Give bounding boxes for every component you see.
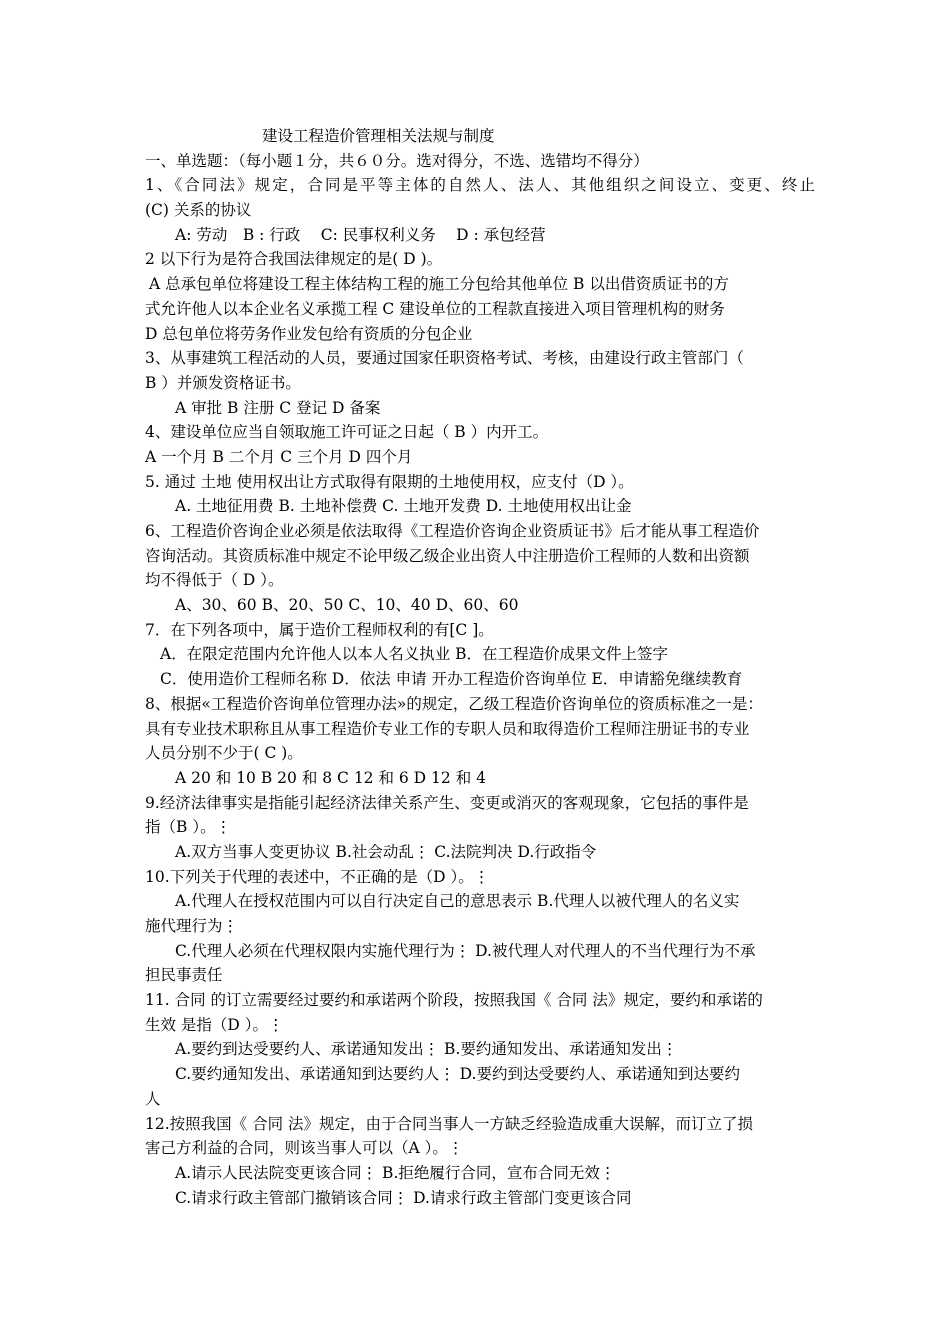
question-8-line-2: 具有专业技术职称且从事工程造价专业工作的专职人员和取得造价工程师注册证书的专业 <box>145 719 750 738</box>
document-title: 建设工程造价管理相关法规与制度 <box>262 127 495 145</box>
question-2-options-line-3: D 总包单位将劳务作业发包给有资质的分包企业 <box>145 324 473 343</box>
question-10-options-line-2: 施代理行为⋮ <box>145 917 239 935</box>
question-10-stem: 10.下列关于代理的表述中，不正确的是（D ）。⋮ <box>145 867 490 886</box>
question-8-line-3: 人员分别不少于( C )。 <box>145 744 303 763</box>
question-2-options-line-1: A 总承包单位将建设工程主体结构工程的施工分包给其他单位 B 以出借资质证书的方 <box>149 275 729 294</box>
document-body <box>145 124 815 1210</box>
question-7-stem: 7．在下列各项中，属于造价工程师权利的有[C ]。 <box>145 620 494 639</box>
question-12-options-line-1: A.请示人民法院变更该合同⋮ B.拒绝履行合同，宣布合同无效⋮ <box>175 1163 616 1182</box>
question-9-line-2: 指（B ）。⋮ <box>145 818 232 837</box>
question-9-options: A.双方当事人变更协议 B.社会动乱⋮ C.法院判决 D.行政指令 <box>175 842 597 861</box>
question-12-line-2: 害己方利益的合同，则该当事人可以（A ）。⋮ <box>145 1139 464 1158</box>
question-11-line-1: 11. 合同 的订立需要经过要约和承诺两个阶段，按照我国《 合同 法》规定，要约和承诺的 <box>145 991 763 1010</box>
question-1-line-1: 1、《合同法》规定，合同是平等主体的自然人、法人、其他组织之间设立、变更、终止 <box>145 176 815 195</box>
question-10-options-line-1: A.代理人在授权范围内可以自行决定自己的意思表示 B.代理人以被代理人的名义实 <box>175 892 740 911</box>
question-1-line-2: (C) 关系的协议 <box>145 201 252 220</box>
question-8-options: A 20 和 10 B 20 和 8 C 12 和 6 D 12 和 4 <box>175 768 486 787</box>
question-5-options: A. 土地征用费 B. 土地补偿费 C. 土地开发费 D. 土地使用权出让金 <box>175 497 632 516</box>
question-7-options-line-1: A．在限定范围内允许他人以本人名义执业 B．在工程造价成果文件上签字 <box>160 645 669 664</box>
question-11-options-line-1: A.要约到达受要约人、承诺通知发出⋮ B.要约通知发出、承诺通知发出⋮ <box>175 1040 678 1059</box>
question-3-options: A 审批 B 注册 C 登记 D 备案 <box>175 398 381 417</box>
question-12-line-1: 12.按照我国《 合同 法》规定，由于合同当事人一方缺乏经验造成重大误解，而订立了损 <box>145 1114 754 1133</box>
question-11-line-2: 生效 是指（D ）。⋮ <box>145 1015 284 1034</box>
question-9-line-1: 9.经济法律事实是指能引起经济法律关系产生、变更或消灭的客观现象，它包括的事件是 <box>145 793 749 812</box>
question-4-options: A 一个月 B 二个月 C 三个月 D 四个月 <box>145 447 413 466</box>
question-6-line-3: 均不得低于（ D ）。 <box>145 571 284 590</box>
question-10-options-line-3: C.代理人必须在代理权限内实施代理行为⋮ D.被代理人对代理人的不当代理行为不承 <box>175 941 756 960</box>
question-3-line-2: B ）并颁发资格证书。 <box>145 373 301 392</box>
section-heading: 一、单选题：（每小题１分，共６０分。选对得分，不选、选错均不得分） <box>145 151 649 170</box>
question-11-options-line-2: C.要约通知发出、承诺通知到达要约人⋮ D.要约到达受要约人、承诺通知到达要约 <box>175 1065 740 1084</box>
question-6-line-2: 咨询活动。其资质标准中规定不论甲级乙级企业出资人中注册造价工程师的人数和出资额 <box>145 546 750 565</box>
question-10-options-line-4: 担民事责任 <box>145 966 223 985</box>
question-4-stem: 4、建设单位应当自领取施工许可证之日起（ B ）内开工。 <box>145 423 549 442</box>
question-11-options-line-3: 人 <box>145 1089 161 1108</box>
question-7-options-line-2: C．使用造价工程师名称 D．依法 申请 开办工程造价咨询单位 E．申请豁免继续教育 <box>160 670 743 689</box>
question-1-options: A: 劳动 B : 行政 C: 民事权利义务 D : 承包经营 <box>175 225 546 244</box>
question-6-line-1: 6、工程造价咨询企业必须是依法取得《工程造价咨询企业资质证书》后才能从事工程造价 <box>145 522 760 540</box>
question-5-stem: 5. 通过 土地 使用权出让方式取得有限期的土地使用权，应支付（D ）。 <box>145 472 634 491</box>
question-2-options-line-2: 式允许他人以本企业名义承揽工程 C 建设单位的工程款直接进入项目管理机构的财务 <box>145 299 725 318</box>
question-8-line-1: 8、根据«工程造价咨询单位管理办法»的规定，乙级工程造价咨询单位的资质标准之一是： <box>145 694 763 713</box>
question-2-stem: 2 以下行为是符合我国法律规定的是( D )。 <box>145 250 443 269</box>
question-12-options-line-2: C.请求行政主管部门撤销该合同⋮ D.请求行政主管部门变更该合同 <box>175 1188 632 1207</box>
question-3-line-1: 3、从事建筑工程活动的人员，要通过国家任职资格考试、考核，由建设行政主管部门（ <box>145 349 744 368</box>
question-6-options: A、30、60 B、20、50 C、10、40 D、60、60 <box>175 596 519 615</box>
